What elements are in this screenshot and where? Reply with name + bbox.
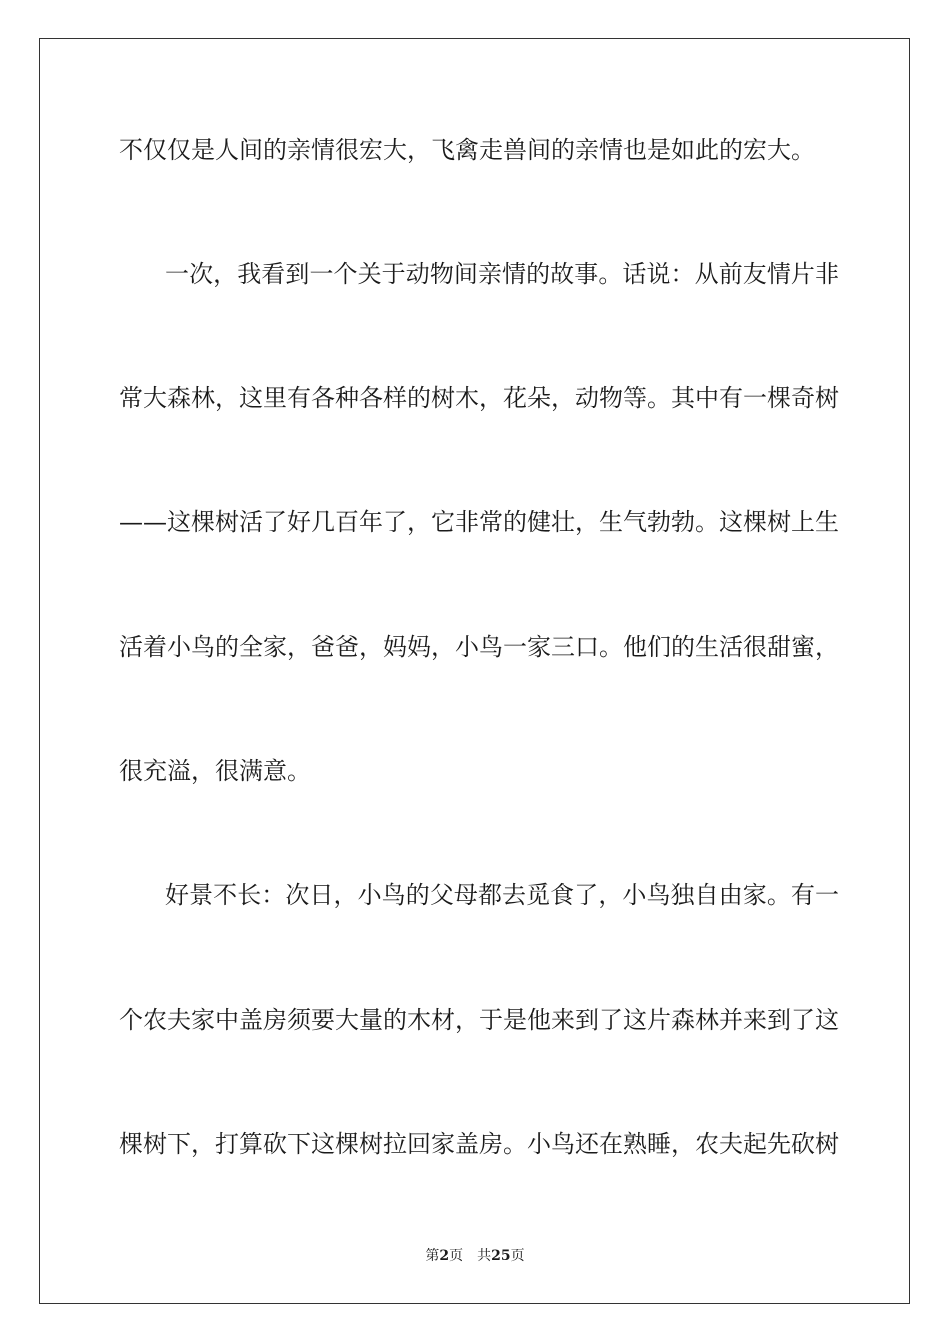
footer-page-prefix: 第 (425, 1248, 440, 1264)
text-line-8: 个农夫家中盖房须要大量的木材，于是他来到了这片森林并来到了这 (119, 1006, 839, 1034)
text-line-2: 一次，我看到一个关于动物间亲情的故事。话说：从前友情片非 (165, 260, 839, 288)
footer-total-pages: 25 (491, 1248, 511, 1264)
text-line-3: 常大森林，这里有各种各样的树木，花朵，动物等。其中有一棵奇树 (119, 384, 839, 412)
text-line-6: 很充溢，很满意。 (119, 757, 311, 785)
footer-total-suffix: 页 (510, 1248, 525, 1264)
footer-page-number: 2 (439, 1248, 450, 1264)
footer-page-suffix: 页 (449, 1248, 464, 1264)
page-footer (0, 1246, 950, 1266)
text-line-1: 不仅仅是人间的亲情很宏大，飞禽走兽间的亲情也是如此的宏大。 (119, 136, 815, 164)
page-frame (39, 38, 910, 1304)
footer-total-prefix: 共 (477, 1248, 492, 1264)
text-line-9: 棵树下，打算砍下这棵树拉回家盖房。小鸟还在熟睡，农夫起先砍树 (119, 1130, 839, 1158)
text-line-5: 活着小鸟的全家，爸爸，妈妈，小鸟一家三口。他们的生活很甜蜜， (119, 633, 839, 661)
text-line-7: 好景不长：次日，小鸟的父母都去觅食了，小鸟独自由家。有一 (165, 881, 839, 909)
text-line-4: ——这棵树活了好几百年了，它非常的健壮，生气勃勃。这棵树上生 (119, 508, 839, 536)
